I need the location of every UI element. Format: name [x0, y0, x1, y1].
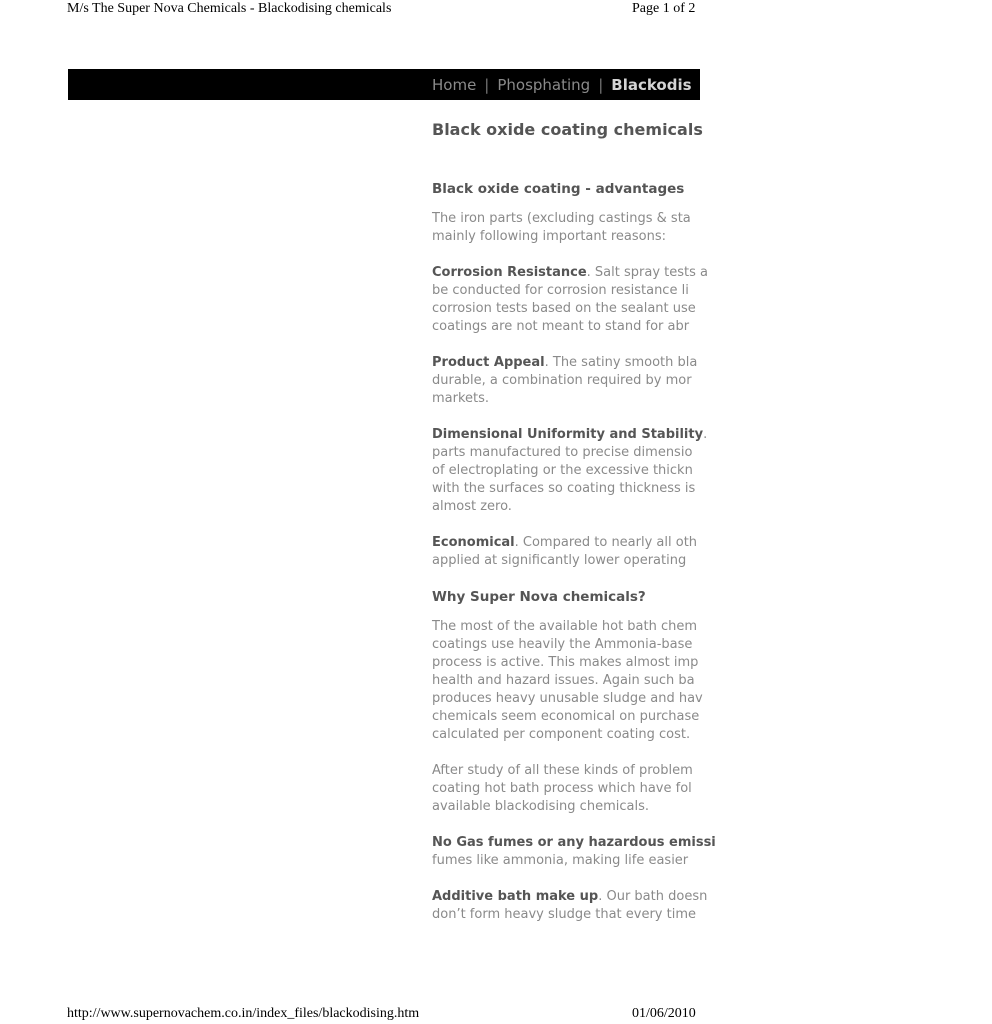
text-line: After study of all these kinds of problem	[432, 763, 693, 778]
section-heading-why: Why Super Nova chemicals?	[432, 589, 646, 605]
gas-title: No Gas fumes or any hazardous emissi	[432, 835, 716, 850]
main-content	[432, 118, 716, 958]
corrosion-paragraph	[432, 264, 992, 336]
text-line: process is active. This makes almost imp	[432, 655, 699, 670]
text-line: markets.	[432, 391, 490, 406]
text-line: be conducted for corrosion resistance li	[432, 283, 689, 298]
section-heading-advantages: Black oxide coating - advantages	[432, 181, 685, 197]
dimensional-paragraph	[432, 426, 992, 516]
page-heading: Black oxide coating chemicals	[432, 120, 703, 139]
text-line: corrosion tests based on the sealant use	[432, 301, 696, 316]
nav-separator: |	[484, 76, 490, 94]
intro-paragraph	[432, 210, 992, 246]
text-line: parts manufactured to precise dimensio	[432, 445, 693, 460]
text-line: produces heavy unusable sludge and hav	[432, 691, 703, 706]
text-line: The most of the available hot bath chem	[432, 619, 698, 634]
additive-title: Additive bath make up	[432, 889, 599, 904]
page-url: http://www.supernovachem.co.in/index_files/blackodising.htm	[67, 1006, 420, 1021]
text-line: coatings use heavily the Ammonia-base	[432, 637, 693, 652]
economical-title: Economical	[432, 535, 515, 550]
nav-link-home[interactable]: Home	[432, 76, 477, 94]
economical-paragraph	[432, 534, 992, 570]
nav-menu	[432, 76, 692, 94]
text-line: .	[703, 427, 708, 442]
text-line: coating hot bath process which have fol	[432, 781, 692, 796]
print-page-title: M/s The Super Nova Chemicals - Blackodising chemicals	[67, 1, 392, 16]
text-line: don’t form heavy sludge that every time	[432, 907, 696, 922]
nav-separator: |	[598, 76, 604, 94]
top-nav-bar	[68, 69, 700, 100]
text-line: . Our bath doesn	[598, 889, 708, 904]
text-line: chemicals seem economical on purchase	[432, 709, 700, 724]
text-line: health and hazard issues. Again such ba	[432, 673, 695, 688]
text-line: with the surfaces so coating thickness is	[432, 481, 696, 496]
nav-link-blackodising[interactable]: Blackodis	[611, 76, 692, 94]
appeal-paragraph	[432, 354, 992, 408]
print-header	[0, 0, 768, 24]
nav-link-phosphating[interactable]: Phosphating	[497, 76, 591, 94]
text-line: applied at significantly lower operating	[432, 553, 687, 568]
additive-paragraph	[432, 888, 992, 924]
gas-paragraph	[432, 834, 992, 870]
text-line: durable, a combination required by mor	[432, 373, 692, 388]
print-footer	[0, 1004, 768, 1024]
page-number: Page 1 of 2	[632, 1, 696, 16]
text-line: . The satiny smooth bla	[544, 355, 698, 370]
text-line: of electroplating or the excessive thickn	[432, 463, 693, 478]
text-line: coatings are not meant to stand for abr	[432, 319, 690, 334]
text-line: The iron parts (excluding castings & sta	[432, 211, 691, 226]
why-paragraph	[432, 618, 992, 744]
corrosion-title: Corrosion Resistance	[432, 265, 587, 280]
text-line: calculated per component coating cost.	[432, 727, 691, 742]
text-line: fumes like ammonia, making life easier	[432, 853, 689, 868]
text-line: almost zero.	[432, 499, 512, 514]
text-line: . Compared to nearly all oth	[514, 535, 698, 550]
text-line: . Salt spray tests a	[586, 265, 708, 280]
text-line: available blackodising chemicals.	[432, 799, 649, 814]
appeal-title: Product Appeal	[432, 355, 545, 370]
text-line: mainly following important reasons:	[432, 229, 666, 244]
dimensional-title: Dimensional Uniformity and Stability	[432, 427, 704, 442]
print-date: 01/06/2010	[632, 1006, 696, 1021]
study-paragraph	[432, 762, 992, 816]
